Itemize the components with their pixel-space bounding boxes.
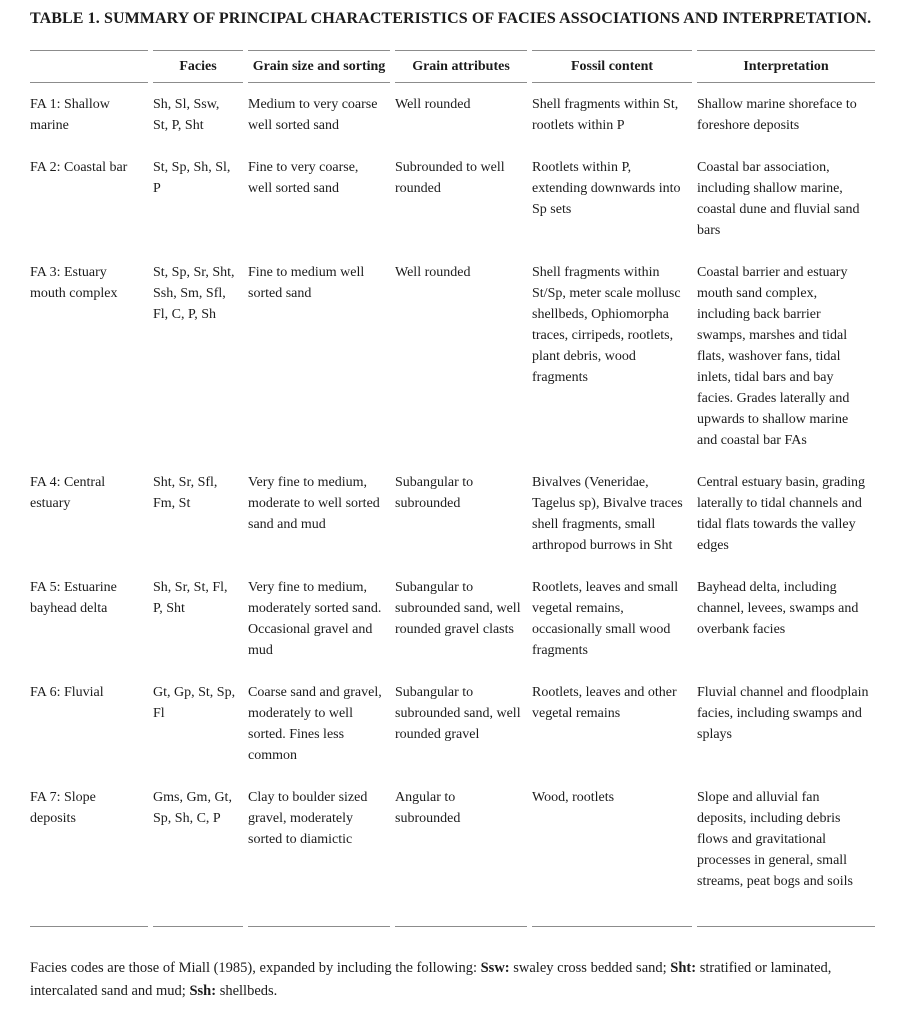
cell-fossil-content: Shell fragments within St/Sp, meter scale mollusc shellbeds, Ophiomorpha traces, cirripeds, rootlets, plant debris, wood fragments	[532, 265, 681, 385]
column-header-grain-size-sorting: Grain size and sorting	[248, 50, 390, 83]
cell-grain-attributes: Subangular to subrounded sand, well rounded gravel clasts	[395, 580, 521, 637]
cell-interpretation: Coastal bar association, including shallow marine, coastal dune and fluvial sand bars	[697, 160, 860, 238]
cell-fossil-content: Rootlets within P, extending downwards into Sp sets	[532, 160, 681, 217]
table-title: TABLE 1. SUMMARY OF PRINCIPAL CHARACTERISTICS OF FACIES ASSOCIATIONS AND INTERPRETATION.	[30, 10, 872, 27]
cell-association: FA 7: Slope deposits	[30, 776, 148, 927]
facies-summary-table	[25, 50, 880, 927]
table-row-fa6	[30, 671, 875, 776]
cell-grain-size-sorting: Clay to boulder sized gravel, moderately sorted to diamictic	[248, 776, 390, 927]
table-row-fa1	[30, 83, 875, 146]
cell-facies: Sh, Sr, St, Fl, P, Sht	[153, 580, 228, 616]
cell-facies: Gms, Gm, Gt, Sp, Sh, C, P	[153, 776, 243, 927]
cell-facies: Gt, Gp, St, Sp, Fl	[153, 685, 236, 721]
footnote-code-ssh: Ssh:	[189, 983, 217, 999]
cell-association: FA 2: Coastal bar	[30, 160, 128, 175]
footnote-text: swaley cross bedded sand;	[509, 960, 671, 976]
table-row-fa2	[30, 146, 875, 251]
cell-association: FA 5: Estuarine bayhead delta	[30, 580, 117, 616]
cell-interpretation: Fluvial channel and floodplain facies, including swamps and splays	[697, 685, 869, 742]
cell-grain-size-sorting: Very fine to medium, moderately sorted sand. Occasional gravel and mud	[248, 580, 382, 658]
cell-grain-size-sorting: Medium to very coarse well sorted sand	[248, 97, 378, 133]
table-row-fa7	[30, 776, 875, 927]
cell-fossil-content: Shell fragments within St, rootlets within P	[532, 97, 679, 133]
cell-association: FA 3: Estuary mouth complex	[30, 265, 118, 301]
footnote-code-sht: Sht:	[670, 960, 697, 976]
cell-association: FA 1: Shallow marine	[30, 97, 110, 133]
column-header-association	[30, 50, 148, 83]
table-row-fa4	[30, 461, 875, 566]
cell-interpretation: Bayhead delta, including channel, levees, swamps and overbank facies	[697, 580, 859, 637]
cell-grain-size-sorting: Very fine to medium, moderate to well sorted sand and mud	[248, 475, 380, 532]
cell-facies: Sht, Sr, Sfl, Fm, St	[153, 475, 218, 511]
cell-grain-size-sorting: Fine to very coarse, well sorted sand	[248, 160, 359, 196]
table-row-fa5	[30, 566, 875, 671]
cell-fossil-content: Bivalves (Veneridae, Tagelus sp), Bivalve traces shell fragments, small arthropod burrows in Sht	[532, 475, 683, 553]
cell-grain-attributes: Subrounded to well rounded	[395, 160, 505, 196]
cell-facies: St, Sp, Sr, Sht, Ssh, Sm, Sfl, Fl, C, P, Sh	[153, 265, 235, 322]
table-row-fa3	[30, 251, 875, 461]
column-header-fossil-content: Fossil content	[532, 50, 692, 83]
table-header	[30, 50, 875, 83]
cell-grain-attributes: Angular to subrounded	[395, 776, 527, 927]
column-header-grain-attributes: Grain attributes	[395, 50, 527, 83]
footnote-code-ssw: Ssw:	[480, 960, 510, 976]
cell-fossil-content: Wood, rootlets	[532, 776, 692, 927]
cell-interpretation: Shallow marine shoreface to foreshore deposits	[697, 97, 857, 133]
cell-fossil-content: Rootlets, leaves and small vegetal remains, occasionally small wood fragments	[532, 580, 679, 658]
cell-facies: Sh, Sl, Ssw, St, P, Sht	[153, 97, 220, 133]
cell-association: FA 4: Central estuary	[30, 475, 106, 511]
column-header-facies: Facies	[153, 50, 243, 83]
cell-association: FA 6: Fluvial	[30, 685, 104, 700]
footnote-text: Facies codes are those of Miall (1985), expanded by including the following:	[30, 960, 481, 976]
cell-grain-attributes: Well rounded	[395, 97, 471, 112]
cell-facies: St, Sp, Sh, Sl, P	[153, 160, 231, 196]
table-body	[30, 83, 875, 927]
cell-grain-size-sorting: Coarse sand and gravel, moderately to well sorted. Fines less common	[248, 685, 382, 763]
footnote-text: shellbeds.	[216, 983, 278, 999]
table-footnote	[30, 957, 883, 1003]
footnote-text: stratified or laminated, intercalated sand and mud;	[30, 960, 832, 999]
cell-grain-attributes: Well rounded	[395, 265, 471, 280]
header-row	[30, 50, 875, 83]
cell-interpretation: Slope and alluvial fan deposits, including debris flows and gravitational processes in general, small streams, peat bogs and soils	[697, 776, 875, 927]
cell-grain-size-sorting: Fine to medium well sorted sand	[248, 265, 365, 301]
cell-fossil-content: Rootlets, leaves and other vegetal remains	[532, 685, 677, 721]
cell-grain-attributes: Subangular to subrounded sand, well rounded gravel	[395, 685, 521, 742]
cell-interpretation: Coastal barrier and estuary mouth sand complex, including back barrier swamps, marshes and tidal flats, washover fans, tidal inlets, tidal bars and bay facies. Grades laterally and upwards to shallow marine and coastal bar FAs	[697, 265, 850, 448]
column-header-interpretation: Interpretation	[697, 50, 875, 83]
cell-grain-attributes: Subangular to subrounded	[395, 475, 474, 511]
cell-interpretation: Central estuary basin, grading laterally to tidal channels and tidal flats towards the valley edges	[697, 475, 865, 553]
